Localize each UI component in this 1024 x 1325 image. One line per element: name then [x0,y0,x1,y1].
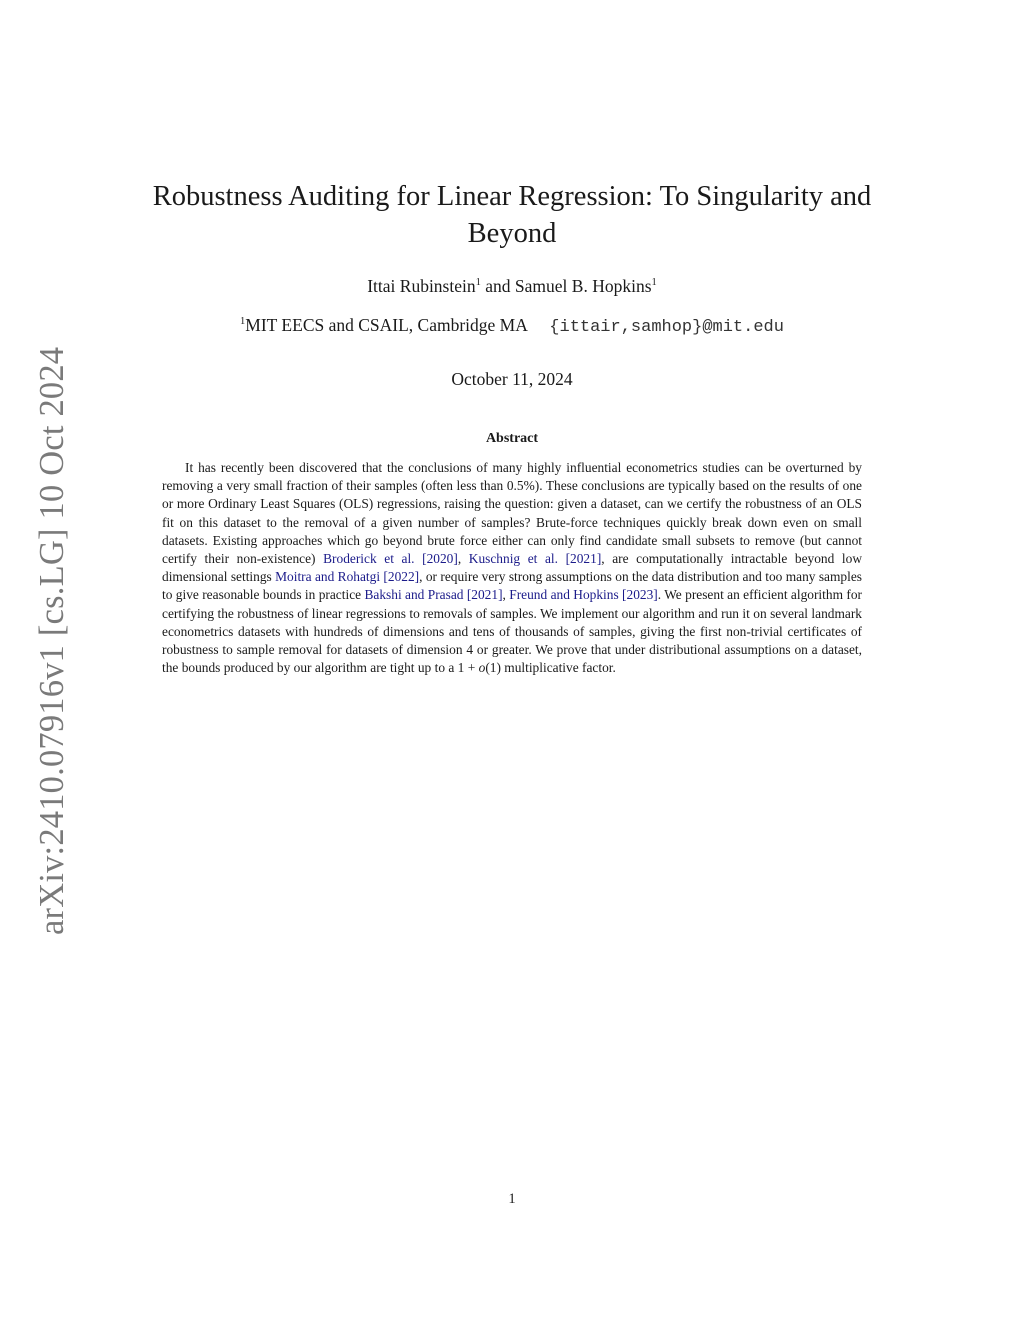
author-name: Samuel B. Hopkins [514,276,652,296]
author-conjunction: and [485,276,511,296]
affiliation-text: MIT EECS and CSAIL, Cambridge MA [245,315,527,335]
abstract-heading: Abstract [485,431,539,446]
abstract-segment: , or require very strong assumptions on the data distribution and too many samples to give reasonable bounds in practice [162,569,862,603]
abstract-segment: It has recently been discovered that the conclusions of many highly influential econometrics studies can be overturned by removing a very small fraction of their samples (often less than [162,460,862,494]
citation-link-freund-hopkins-2023[interactable]: Freund and Hopkins [2023] [509,587,658,603]
affiliation-marker: 1 [240,316,246,327]
math-expression [458,660,501,675]
citation-link-bakshi-prasad-2021[interactable]: Bakshi and Prasad [2021] [364,587,503,603]
abstract-segment: , [502,587,510,603]
affiliation-marker: 1 [651,277,657,288]
abstract-segment: multiplicative factor. [500,660,616,676]
citation-link-broderick-2020[interactable]: Broderick et al. [2020] [323,551,458,567]
math-term: 1 + [457,660,479,676]
affiliation-line [100,314,924,339]
page-number: 1 [508,1191,516,1207]
publication-date: October 11, 2024 [451,369,573,389]
abstract-text [162,459,862,677]
math-term: (1) [485,660,501,676]
paper-title: Robustness Auditing for Linear Regression: To Singularity and Beyond [152,181,872,249]
math-variable: o [478,660,486,676]
abstract-segment: . We present an efficient algorithm for certifying the robustness of linear regressions to removals of samples. We implement our algorithm and run it on several landmark econometrics datasets with hundreds of dimensions and tens of thousands of samples, giving the first non-trivial certificates of robustness to sample removal for datasets of dimension [162,587,862,658]
affiliation-marker: 1 [475,277,481,288]
abstract-segment: , are computationally intractable beyond low dimensional settings [162,551,862,585]
abstract-segment: , [457,551,469,567]
citation-link-kuschnig-2021[interactable]: Kuschnig et al. [2021] [468,551,602,567]
arxiv-identifier-stamp: arXiv:2410.07916v1 [cs.LG] 10 Oct 2024 [33,346,71,935]
abstract-segment: ). These conclusions are typically based on the results of one or more Ordinary Least Squares (OLS) regressions, raising the question: given a dataset, can we certify the robustness of an OLS fit on this dataset to the removal of a given number of samples? Brute-force techniques quickly break down even on small datasets. Existing approaches which go beyond brute force either can only find candidate small subsets to remove (but cannot certify their non-existence) [162,478,862,567]
author-list [140,275,884,297]
abstract-segment: or greater. We prove that under distributional assumptions on a dataset, the bounds produced by our algorithm are tight up to a [162,642,862,676]
author-name: Ittai Rubinstein [367,276,476,296]
author-email[interactable]: {ittair,samhop}@mit.edu [549,318,784,337]
math-expression: 4 [466,642,474,658]
citation-link-moitra-rohatgi-2022[interactable]: Moitra and Rohatgi [2022] [275,569,420,585]
math-expression: 0.5% [506,478,535,494]
